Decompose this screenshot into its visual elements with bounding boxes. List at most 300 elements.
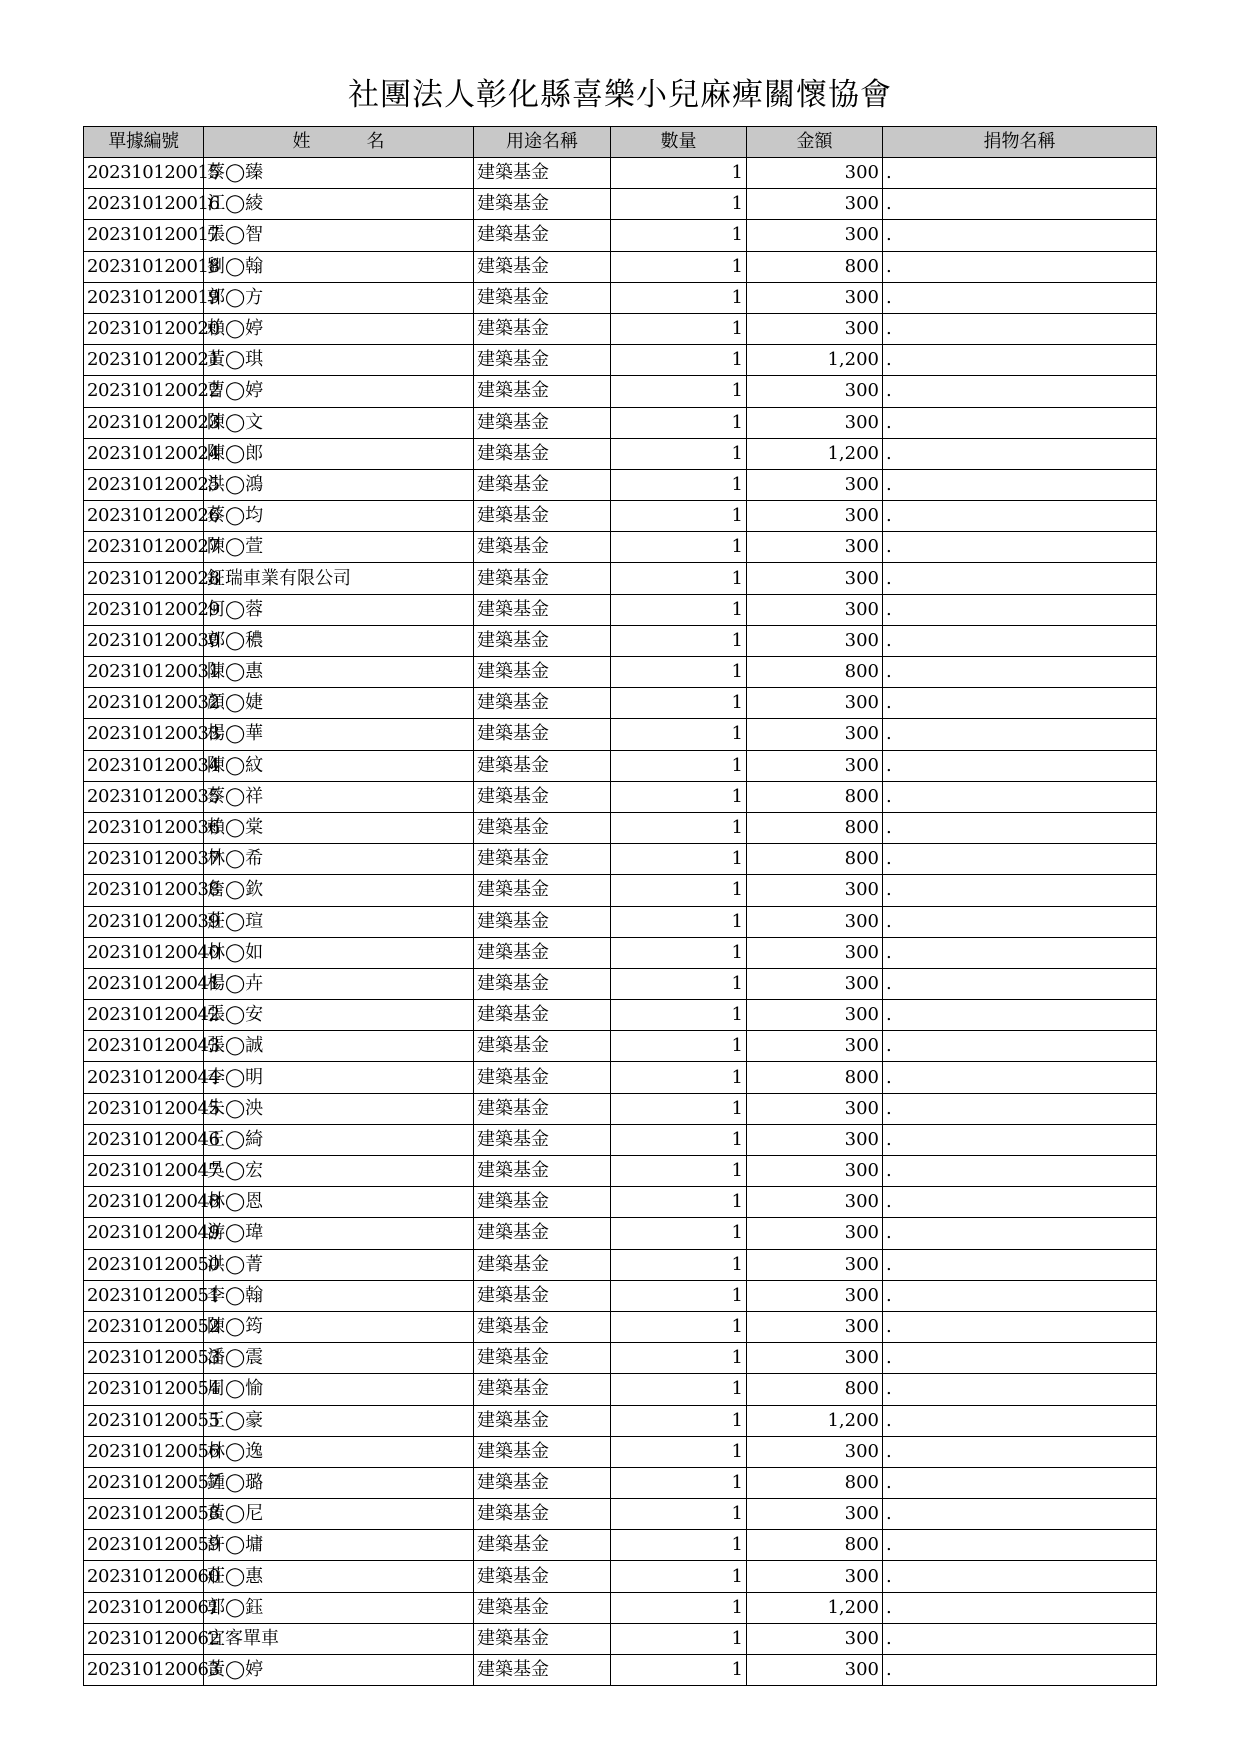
cell-name: 郭◯穠 — [204, 625, 474, 656]
cell-name: 曹◯婷 — [204, 376, 474, 407]
cell-quantity: 1 — [611, 1467, 747, 1498]
cell-purpose: 建築基金 — [474, 469, 611, 500]
cell-donated-item: . — [883, 1124, 1157, 1155]
table-row — [84, 1499, 1157, 1530]
table-row — [84, 812, 1157, 843]
cell-amount: 300 — [747, 906, 883, 937]
cell-purpose: 建築基金 — [474, 1374, 611, 1405]
cell-quantity: 1 — [611, 906, 747, 937]
table-row — [84, 345, 1157, 376]
cell-name: 林◯恩 — [204, 1187, 474, 1218]
cell-donated-item: . — [883, 1343, 1157, 1374]
cell-donated-item: . — [883, 625, 1157, 656]
cell-quantity: 1 — [611, 282, 747, 313]
cell-amount: 800 — [747, 251, 883, 282]
cell-quantity: 1 — [611, 1311, 747, 1342]
cell-quantity: 1 — [611, 625, 747, 656]
table-row — [84, 1405, 1157, 1436]
cell-receipt-id: 202310120049 — [84, 1218, 204, 1249]
table-row — [84, 1156, 1157, 1187]
cell-amount: 300 — [747, 968, 883, 999]
cell-donated-item: . — [883, 1062, 1157, 1093]
cell-donated-item: . — [883, 438, 1157, 469]
table-row — [84, 376, 1157, 407]
table-header — [84, 127, 1157, 158]
cell-name: 吳◯宏 — [204, 1156, 474, 1187]
cell-receipt-id: 202310120052 — [84, 1311, 204, 1342]
cell-donated-item: . — [883, 1280, 1157, 1311]
cell-quantity: 1 — [611, 158, 747, 189]
table-row — [84, 750, 1157, 781]
cell-donated-item: . — [883, 251, 1157, 282]
cell-receipt-id: 202310120060 — [84, 1561, 204, 1592]
cell-receipt-id: 202310120030 — [84, 625, 204, 656]
table-row — [84, 1280, 1157, 1311]
cell-purpose: 建築基金 — [474, 1436, 611, 1467]
cell-receipt-id: 202310120055 — [84, 1405, 204, 1436]
cell-amount: 300 — [747, 625, 883, 656]
cell-donated-item: . — [883, 1249, 1157, 1280]
cell-amount: 300 — [747, 158, 883, 189]
cell-purpose: 建築基金 — [474, 1249, 611, 1280]
cell-quantity: 1 — [611, 1218, 747, 1249]
cell-receipt-id: 202310120032 — [84, 688, 204, 719]
cell-purpose: 建築基金 — [474, 438, 611, 469]
cell-donated-item: . — [883, 812, 1157, 843]
cell-receipt-id: 202310120018 — [84, 251, 204, 282]
table-row — [84, 594, 1157, 625]
cell-quantity: 1 — [611, 1374, 747, 1405]
cell-purpose: 建築基金 — [474, 625, 611, 656]
cell-quantity: 1 — [611, 688, 747, 719]
cell-donated-item: . — [883, 1405, 1157, 1436]
cell-name: 潘◯震 — [204, 1343, 474, 1374]
cell-purpose: 建築基金 — [474, 1499, 611, 1530]
cell-receipt-id: 202310120039 — [84, 906, 204, 937]
cell-donated-item: . — [883, 657, 1157, 688]
cell-amount: 800 — [747, 1374, 883, 1405]
cell-receipt-id: 202310120015 — [84, 158, 204, 189]
header-receipt-id: 單據編號 — [84, 127, 204, 158]
cell-amount: 300 — [747, 1093, 883, 1124]
cell-quantity: 1 — [611, 1031, 747, 1062]
cell-donated-item: . — [883, 1561, 1157, 1592]
cell-donated-item: . — [883, 376, 1157, 407]
cell-receipt-id: 202310120020 — [84, 313, 204, 344]
table-row — [84, 1655, 1157, 1686]
cell-donated-item: . — [883, 158, 1157, 189]
cell-donated-item: . — [883, 1374, 1157, 1405]
cell-amount: 1,200 — [747, 438, 883, 469]
table-row — [84, 1436, 1157, 1467]
cell-donated-item: . — [883, 906, 1157, 937]
cell-name: 鍾◯璐 — [204, 1467, 474, 1498]
cell-amount: 300 — [747, 220, 883, 251]
cell-purpose: 建築基金 — [474, 688, 611, 719]
cell-quantity: 1 — [611, 1000, 747, 1031]
header-name: 姓名 — [204, 127, 474, 158]
cell-amount: 300 — [747, 1031, 883, 1062]
cell-receipt-id: 202310120040 — [84, 937, 204, 968]
cell-quantity: 1 — [611, 1530, 747, 1561]
cell-quantity: 1 — [611, 750, 747, 781]
cell-quantity: 1 — [611, 220, 747, 251]
cell-name: 楊◯卉 — [204, 968, 474, 999]
cell-donated-item: . — [883, 1655, 1157, 1686]
cell-amount: 300 — [747, 532, 883, 563]
cell-donated-item: . — [883, 1499, 1157, 1530]
cell-purpose: 建築基金 — [474, 1000, 611, 1031]
cell-donated-item: . — [883, 313, 1157, 344]
cell-purpose: 建築基金 — [474, 812, 611, 843]
cell-donated-item: . — [883, 1218, 1157, 1249]
cell-quantity: 1 — [611, 1093, 747, 1124]
cell-donated-item: . — [883, 282, 1157, 313]
table-row — [84, 189, 1157, 220]
cell-receipt-id: 202310120048 — [84, 1187, 204, 1218]
cell-amount: 800 — [747, 812, 883, 843]
cell-name: 賴◯棠 — [204, 812, 474, 843]
cell-name: 郭◯方 — [204, 282, 474, 313]
header-amount: 金額 — [747, 127, 883, 158]
cell-amount: 300 — [747, 1156, 883, 1187]
cell-quantity: 1 — [611, 844, 747, 875]
cell-amount: 300 — [747, 719, 883, 750]
cell-amount: 300 — [747, 594, 883, 625]
cell-receipt-id: 202310120041 — [84, 968, 204, 999]
cell-quantity: 1 — [611, 1187, 747, 1218]
cell-purpose: 建築基金 — [474, 844, 611, 875]
cell-donated-item: . — [883, 1530, 1157, 1561]
cell-purpose: 建築基金 — [474, 1124, 611, 1155]
cell-purpose: 建築基金 — [474, 345, 611, 376]
cell-quantity: 1 — [611, 1280, 747, 1311]
cell-amount: 300 — [747, 282, 883, 313]
cell-name: 王◯豪 — [204, 1405, 474, 1436]
cell-donated-item: . — [883, 189, 1157, 220]
cell-purpose: 建築基金 — [474, 1156, 611, 1187]
cell-amount: 300 — [747, 1249, 883, 1280]
cell-receipt-id: 202310120026 — [84, 501, 204, 532]
cell-amount: 300 — [747, 1623, 883, 1654]
cell-quantity: 1 — [611, 1343, 747, 1374]
cell-name: 莊◯惠 — [204, 1561, 474, 1592]
cell-receipt-id: 202310120057 — [84, 1467, 204, 1498]
cell-donated-item: . — [883, 1093, 1157, 1124]
cell-donated-item: . — [883, 1000, 1157, 1031]
cell-quantity: 1 — [611, 594, 747, 625]
cell-donated-item: . — [883, 345, 1157, 376]
cell-purpose: 建築基金 — [474, 189, 611, 220]
cell-amount: 300 — [747, 1436, 883, 1467]
cell-name: 許◯墉 — [204, 1530, 474, 1561]
cell-purpose: 建築基金 — [474, 251, 611, 282]
cell-quantity: 1 — [611, 313, 747, 344]
cell-amount: 300 — [747, 1218, 883, 1249]
cell-name: 林◯如 — [204, 937, 474, 968]
cell-quantity: 1 — [611, 812, 747, 843]
cell-amount: 300 — [747, 563, 883, 594]
cell-purpose: 建築基金 — [474, 407, 611, 438]
cell-amount: 1,200 — [747, 1405, 883, 1436]
cell-name: 陳◯郎 — [204, 438, 474, 469]
cell-name: 蔡◯臻 — [204, 158, 474, 189]
cell-amount: 300 — [747, 1499, 883, 1530]
cell-amount: 300 — [747, 937, 883, 968]
cell-name: 陳◯文 — [204, 407, 474, 438]
cell-amount: 300 — [747, 875, 883, 906]
cell-purpose: 建築基金 — [474, 1530, 611, 1561]
cell-name: 詹◯欽 — [204, 875, 474, 906]
cell-amount: 1,200 — [747, 1592, 883, 1623]
table-row — [84, 1062, 1157, 1093]
table-row — [84, 1000, 1157, 1031]
cell-amount: 300 — [747, 1124, 883, 1155]
cell-purpose: 建築基金 — [474, 376, 611, 407]
cell-name: 莊◯瑄 — [204, 906, 474, 937]
cell-quantity: 1 — [611, 1124, 747, 1155]
cell-receipt-id: 202310120017 — [84, 220, 204, 251]
cell-quantity: 1 — [611, 781, 747, 812]
cell-receipt-id: 202310120016 — [84, 189, 204, 220]
table-row — [84, 438, 1157, 469]
table-row — [84, 1031, 1157, 1062]
cell-donated-item: . — [883, 1467, 1157, 1498]
cell-donated-item: . — [883, 1031, 1157, 1062]
cell-purpose: 建築基金 — [474, 563, 611, 594]
cell-name: 陳◯萱 — [204, 532, 474, 563]
cell-donated-item: . — [883, 532, 1157, 563]
cell-quantity: 1 — [611, 563, 747, 594]
cell-purpose: 建築基金 — [474, 158, 611, 189]
donation-table — [83, 126, 1157, 1686]
cell-receipt-id: 202310120051 — [84, 1280, 204, 1311]
cell-quantity: 1 — [611, 345, 747, 376]
cell-amount: 800 — [747, 1467, 883, 1498]
cell-receipt-id: 202310120029 — [84, 594, 204, 625]
table-row — [84, 1249, 1157, 1280]
cell-receipt-id: 202310120028 — [84, 563, 204, 594]
table-row — [84, 1623, 1157, 1654]
table-row — [84, 282, 1157, 313]
cell-receipt-id: 202310120025 — [84, 469, 204, 500]
cell-amount: 1,200 — [747, 345, 883, 376]
cell-donated-item: . — [883, 719, 1157, 750]
header-quantity: 數量 — [611, 127, 747, 158]
cell-quantity: 1 — [611, 407, 747, 438]
cell-purpose: 建築基金 — [474, 594, 611, 625]
cell-quantity: 1 — [611, 657, 747, 688]
cell-name: 游◯瑋 — [204, 1218, 474, 1249]
cell-name: 蔡◯均 — [204, 501, 474, 532]
cell-quantity: 1 — [611, 1156, 747, 1187]
cell-purpose: 建築基金 — [474, 282, 611, 313]
cell-quantity: 1 — [611, 532, 747, 563]
cell-receipt-id: 202310120038 — [84, 875, 204, 906]
table-row — [84, 625, 1157, 656]
cell-donated-item: . — [883, 937, 1157, 968]
cell-receipt-id: 202310120062 — [84, 1623, 204, 1654]
cell-purpose: 建築基金 — [474, 1655, 611, 1686]
cell-purpose: 建築基金 — [474, 906, 611, 937]
table-row — [84, 251, 1157, 282]
cell-receipt-id: 202310120046 — [84, 1124, 204, 1155]
cell-receipt-id: 202310120063 — [84, 1655, 204, 1686]
table-row — [84, 407, 1157, 438]
cell-quantity: 1 — [611, 1561, 747, 1592]
cell-name: 陳◯筠 — [204, 1311, 474, 1342]
cell-amount: 800 — [747, 1062, 883, 1093]
cell-amount: 300 — [747, 688, 883, 719]
cell-quantity: 1 — [611, 937, 747, 968]
cell-purpose: 建築基金 — [474, 1218, 611, 1249]
table-row — [84, 688, 1157, 719]
header-donated-item: 捐物名稱 — [883, 127, 1157, 158]
cell-quantity: 1 — [611, 251, 747, 282]
cell-quantity: 1 — [611, 189, 747, 220]
cell-purpose: 建築基金 — [474, 1093, 611, 1124]
table-row — [84, 501, 1157, 532]
cell-donated-item: . — [883, 501, 1157, 532]
cell-purpose: 建築基金 — [474, 875, 611, 906]
cell-donated-item: . — [883, 1311, 1157, 1342]
document-title: 社團法人彰化縣喜樂小兒麻痺關懷協會 — [348, 77, 892, 113]
cell-name: 陳◯紋 — [204, 750, 474, 781]
cell-receipt-id: 202310120056 — [84, 1436, 204, 1467]
cell-name: 何◯蓉 — [204, 594, 474, 625]
header-purpose: 用途名稱 — [474, 127, 611, 158]
table-row — [84, 1467, 1157, 1498]
cell-name: 楊◯華 — [204, 719, 474, 750]
cell-quantity: 1 — [611, 875, 747, 906]
cell-purpose: 建築基金 — [474, 1343, 611, 1374]
cell-receipt-id: 202310120059 — [84, 1530, 204, 1561]
cell-purpose: 建築基金 — [474, 220, 611, 251]
cell-donated-item: . — [883, 875, 1157, 906]
cell-name: 周◯愉 — [204, 1374, 474, 1405]
cell-quantity: 1 — [611, 469, 747, 500]
cell-purpose: 建築基金 — [474, 1280, 611, 1311]
cell-receipt-id: 202310120021 — [84, 345, 204, 376]
table-row — [84, 875, 1157, 906]
cell-purpose: 建築基金 — [474, 501, 611, 532]
table-row — [84, 1343, 1157, 1374]
cell-amount: 800 — [747, 1530, 883, 1561]
cell-donated-item: . — [883, 594, 1157, 625]
cell-receipt-id: 202310120044 — [84, 1062, 204, 1093]
cell-receipt-id: 202310120053 — [84, 1343, 204, 1374]
cell-receipt-id: 202310120054 — [84, 1374, 204, 1405]
cell-purpose: 建築基金 — [474, 1031, 611, 1062]
cell-purpose: 建築基金 — [474, 1187, 611, 1218]
cell-quantity: 1 — [611, 1062, 747, 1093]
table-row — [84, 1311, 1157, 1342]
cell-donated-item: . — [883, 750, 1157, 781]
table-row — [84, 469, 1157, 500]
cell-receipt-id: 202310120022 — [84, 376, 204, 407]
cell-receipt-id: 202310120042 — [84, 1000, 204, 1031]
cell-name: 李◯翰 — [204, 1280, 474, 1311]
cell-name: 張◯智 — [204, 220, 474, 251]
cell-name: 林◯希 — [204, 844, 474, 875]
cell-amount: 300 — [747, 1000, 883, 1031]
cell-purpose: 建築基金 — [474, 1623, 611, 1654]
cell-amount: 800 — [747, 657, 883, 688]
cell-name: 洪◯鴻 — [204, 469, 474, 500]
cell-receipt-id: 202310120058 — [84, 1499, 204, 1530]
cell-donated-item: . — [883, 469, 1157, 500]
cell-amount: 300 — [747, 189, 883, 220]
cell-donated-item: . — [883, 1436, 1157, 1467]
cell-quantity: 1 — [611, 719, 747, 750]
table-row — [84, 657, 1157, 688]
table-row — [84, 158, 1157, 189]
cell-purpose: 建築基金 — [474, 1592, 611, 1623]
cell-purpose: 建築基金 — [474, 781, 611, 812]
table-row — [84, 313, 1157, 344]
table-row — [84, 1592, 1157, 1623]
table-row — [84, 1561, 1157, 1592]
cell-purpose: 建築基金 — [474, 937, 611, 968]
cell-receipt-id: 202310120037 — [84, 844, 204, 875]
cell-amount: 300 — [747, 1187, 883, 1218]
table-row — [84, 563, 1157, 594]
cell-donated-item: . — [883, 1156, 1157, 1187]
cell-receipt-id: 202310120019 — [84, 282, 204, 313]
cell-name: 王◯綺 — [204, 1124, 474, 1155]
cell-quantity: 1 — [611, 1436, 747, 1467]
cell-donated-item: . — [883, 844, 1157, 875]
cell-purpose: 建築基金 — [474, 968, 611, 999]
cell-name: 劉◯翰 — [204, 251, 474, 282]
cell-amount: 300 — [747, 469, 883, 500]
table-row — [84, 844, 1157, 875]
cell-purpose: 建築基金 — [474, 532, 611, 563]
cell-name: 顏◯婕 — [204, 688, 474, 719]
cell-quantity: 1 — [611, 376, 747, 407]
cell-donated-item: . — [883, 781, 1157, 812]
cell-quantity: 1 — [611, 1249, 747, 1280]
cell-amount: 300 — [747, 750, 883, 781]
cell-quantity: 1 — [611, 501, 747, 532]
cell-name: 洪◯菁 — [204, 1249, 474, 1280]
cell-name: 江◯綾 — [204, 189, 474, 220]
cell-receipt-id: 202310120043 — [84, 1031, 204, 1062]
cell-donated-item: . — [883, 688, 1157, 719]
table-body — [84, 158, 1157, 1686]
cell-purpose: 建築基金 — [474, 1062, 611, 1093]
cell-amount: 300 — [747, 1280, 883, 1311]
cell-name: 宜客單車 — [204, 1623, 474, 1654]
cell-purpose: 建築基金 — [474, 313, 611, 344]
cell-quantity: 1 — [611, 1499, 747, 1530]
cell-name: 黃◯婷 — [204, 1655, 474, 1686]
table-row — [84, 1530, 1157, 1561]
table-row — [84, 1093, 1157, 1124]
cell-receipt-id: 202310120035 — [84, 781, 204, 812]
table-row — [84, 220, 1157, 251]
cell-amount: 300 — [747, 376, 883, 407]
table-row — [84, 1374, 1157, 1405]
table-row — [84, 968, 1157, 999]
cell-donated-item: . — [883, 1623, 1157, 1654]
cell-quantity: 1 — [611, 968, 747, 999]
cell-donated-item: . — [883, 1592, 1157, 1623]
cell-amount: 300 — [747, 1561, 883, 1592]
cell-purpose: 建築基金 — [474, 1561, 611, 1592]
cell-receipt-id: 202310120033 — [84, 719, 204, 750]
cell-amount: 800 — [747, 844, 883, 875]
